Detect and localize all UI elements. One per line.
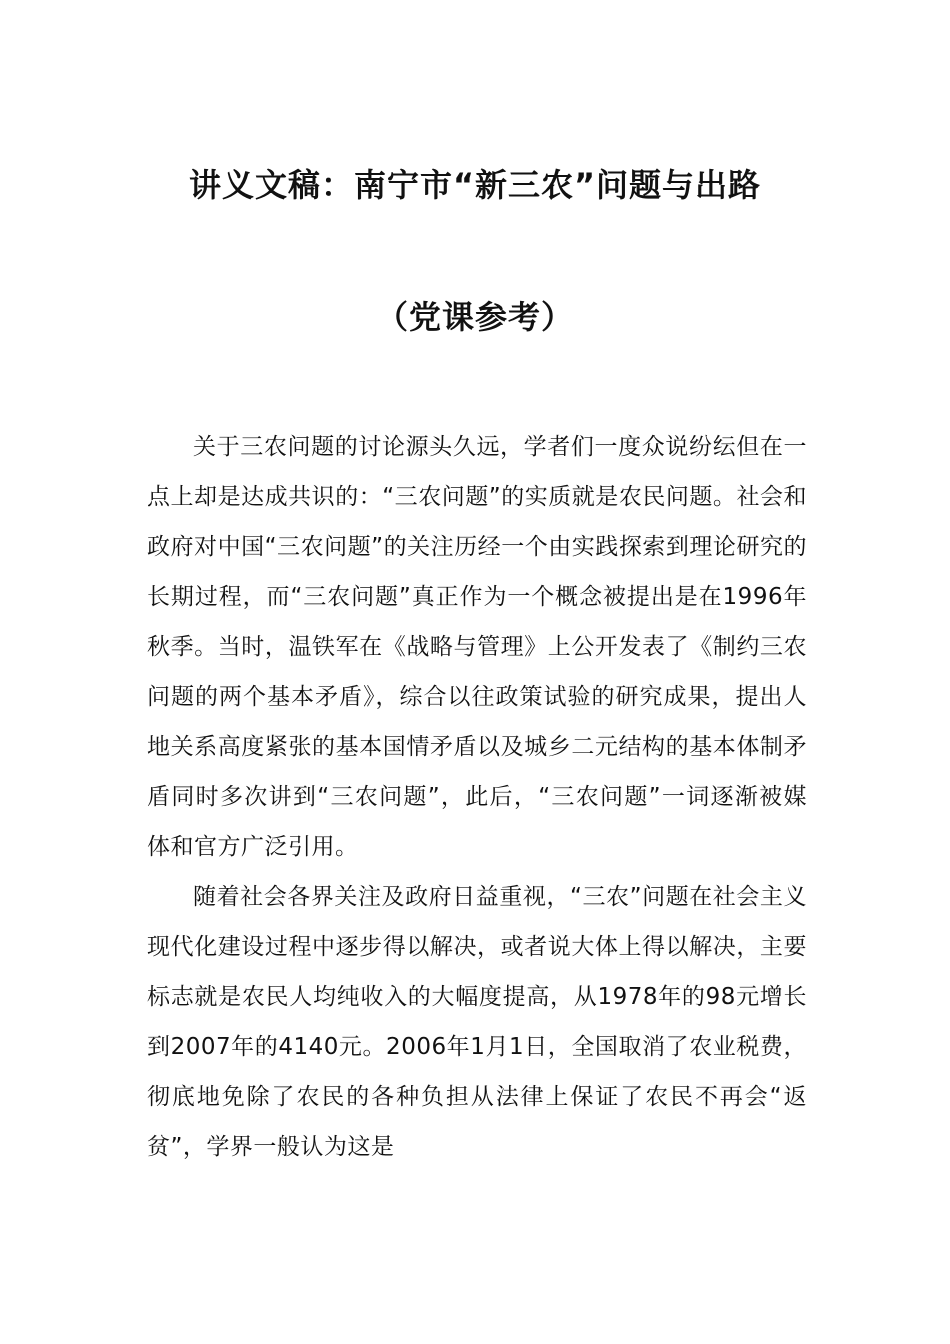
paragraph-1: 关于三农问题的讨论源头久远，学者们一度众说纷纭但在一点上却是达成共识的：“三农问题”的实质就是农民问题。社会和政府对中国“三农问题”的关注历经一个由实践探索到理论研究的长期过程，而“三农问题”真正作为一个概念被提出是在1996年秋季。当时，温铁军在《战略与管理》上公开发表了《制约三农问题的两个基本矛盾》，综合以往政策试验的研究成果，提出人地关系高度紧张的基本国情矛盾以及城乡二元结构的基本体制矛盾同时多次讲到“三农问题”，此后，“三农问题”一词逐渐被媒体和官方广泛引用。 xyxy=(147,434,807,860)
document-title: 讲义文稿：南宁市“新三农”问题与出路 xyxy=(188,166,762,204)
document-body xyxy=(147,422,807,1172)
paragraph-2: 随着社会各界关注及政府日益重视，“三农”问题在社会主义现代化建设过程中逐步得以解决，或者说大体上得以解决，主要标志就是农民人均纯收入的大幅度提高，从1978年的98元增长到2007年的4140元。2006年1月1日，全国取消了农业税费，彻底地免除了农民的各种负担从法律上保证了农民不再会“返贫”，学界一般认为这是 xyxy=(147,884,807,1160)
document-subtitle: （党课参考） xyxy=(375,298,574,336)
